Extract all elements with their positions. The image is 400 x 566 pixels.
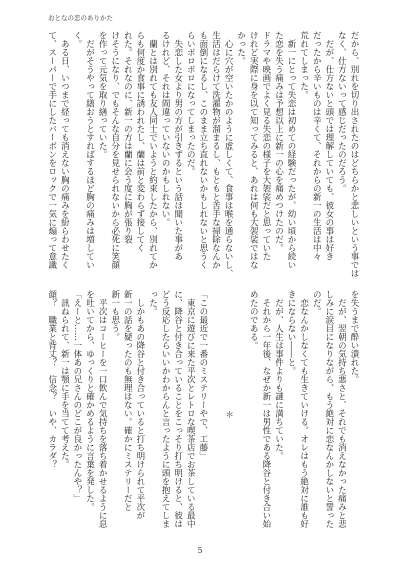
text-column: なく、仕方ないって感じだったのだろう。 bbox=[336, 31, 347, 193]
lower-text-tier bbox=[45, 290, 360, 538]
text-column: のだ。 bbox=[311, 290, 322, 316]
text-column: 新一にとって失恋は初めての経験だったが、幼い頃から続い bbox=[286, 31, 297, 269]
section-break-asterisk: ＊ bbox=[223, 409, 234, 419]
text-column: ある日、いつまで経っても消えない胸の痛みを紛らわせたく bbox=[59, 31, 70, 269]
page-number: 5 bbox=[197, 546, 203, 555]
text-column: 生活はだらけて洗濯物が溜まるし、もともと苦手な掃除なんか bbox=[210, 31, 221, 269]
text-column: だが、仕方ないと頭では理解していても、彼女の事は好き bbox=[323, 31, 334, 261]
text-column: て、スーパーで手にしたバーボンをロックで一気に煽って意識 bbox=[46, 31, 57, 269]
text-column: も面倒になるし、このまま立ち直れないかもしれないと思うく bbox=[197, 31, 208, 269]
text-column: 恋なんかしなくても生きていける。オレはもう絶対に誰も好 bbox=[298, 290, 309, 528]
text-column: きにならない――と。 bbox=[286, 290, 297, 375]
text-column: 荒れてしまった。 bbox=[298, 31, 309, 99]
text-column: を失うまで酔い潰れた。 bbox=[349, 290, 359, 384]
text-column: った。 bbox=[147, 290, 158, 316]
upper-text-tier bbox=[45, 31, 360, 279]
text-column: を作って元気を取り繕っていた。 bbox=[97, 31, 108, 159]
text-column: しかもあの降谷と付き合っていると打ち明けられて平次が bbox=[134, 290, 145, 520]
text-column: だから、別れを切り出されたのはどちらかと悲しいという事では bbox=[349, 31, 359, 278]
text-column: だがそうやって繕おうとすればするほど胸の痛みは増してい bbox=[84, 31, 95, 269]
text-column: めたのである。 bbox=[248, 290, 259, 350]
text-column: るけれど、それは間違っていないのかもしれない。 bbox=[160, 31, 171, 227]
text-column: どう反応したらいいかわからんと言ったように頭を抱えてしま bbox=[160, 290, 171, 528]
text-column: 平次はコーヒーを一口飲んで気持ちを落ち着かせるように息 bbox=[97, 290, 108, 528]
text-column: に、降谷と付き合っていることをこっそり打ち明けると、彼は bbox=[172, 290, 183, 528]
text-column: らも何度か食事に誘われたし、蘭は前と変わらず接してく bbox=[134, 31, 145, 252]
text-column: れた。それなのに、新一の方は蘭に会う度に胸が張り裂 bbox=[122, 31, 133, 244]
text-column: 東京に遊びに来た平次とレトロな喫茶店でお茶している最中 bbox=[185, 290, 196, 528]
text-column: けそうになり、でもそんな自分を見せられないから必死に笑顔 bbox=[109, 31, 120, 269]
text-column: た恋を失う痛みは予想以上に新一の心を痛めつけたのだ。 bbox=[273, 31, 284, 252]
text-column: く。 bbox=[71, 31, 82, 48]
text-column: 蘭とは別れても友人同士でいようと約束したから、別れてか bbox=[147, 31, 158, 269]
text-column: それから一年後、なぜか新一は男性である降谷と付き合い始 bbox=[260, 290, 271, 528]
text-column: 失恋した女より男の方が引きずるという話は聞いた事があ bbox=[172, 31, 183, 261]
text-column: 「この最近で一番のミステリーやで、工藤」 bbox=[197, 290, 208, 460]
text-column: を吐いてから、ゆっくりと確かめるように言葉を発した。 bbox=[84, 290, 95, 511]
text-column: 訊ねられて、新一は顎に手を当てて考えた。 bbox=[59, 290, 70, 469]
text-column: だったから辛いものは辛くて、それからの新一の生活は中々 bbox=[311, 31, 322, 261]
text-column: けれど実際に身を以て知ってみると、あれは何も大袈裟ではな bbox=[248, 31, 259, 269]
text-column: だが、人生は事件よりも謎に満ちていた。 bbox=[273, 290, 284, 460]
text-column: 心に穴が空いたかのように虚しくて、食事は喉を通らないし、 bbox=[223, 31, 234, 278]
running-title: おとなの恋のありかた bbox=[48, 14, 113, 22]
text-column: 「えーと……一体あの兄さんのどこが良かったんや？」 bbox=[71, 290, 82, 503]
text-column: 顔？ 職業と背丈？ 信念？ いや、カラダ？ bbox=[46, 290, 57, 469]
text-column: 新一も思う。 bbox=[109, 290, 120, 341]
text-column: しみに涙目になりながら、もう絶対に恋なんかしないと誓った bbox=[323, 290, 334, 528]
text-column: ドラマや映画でよく見る失恋の様子を大袈裟だと思っていた bbox=[260, 31, 271, 261]
text-column: 新一の話を疑ったのも無理はない。確かにミステリーだと bbox=[122, 290, 133, 511]
text-column: らいボロボロになってしまったのだ。 bbox=[185, 31, 196, 176]
text-column: だが、翌朝の気持ち悪さと、それでも消えなかった痛みと悲 bbox=[336, 290, 347, 528]
text-column: かった。 bbox=[235, 31, 246, 65]
